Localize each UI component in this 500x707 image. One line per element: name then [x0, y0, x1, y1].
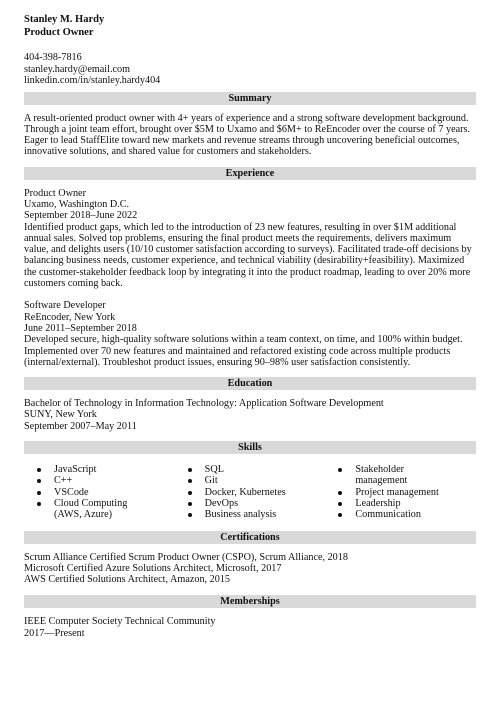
certifications-list [24, 552, 476, 586]
summary-text: A result-oriented product owner with 4+ years of experience and a strong software development background. Through a joint team effort, brought over $5M to Uxamo and $6M+ to ReEncoder over the course of 7 years. Eager to lead StaffElite toward new markets and revenue streams through uncovering beneficial outcomes, innovative solutions, and shared value for customers and stakeholders. [24, 112, 471, 158]
job-description: Identified product gaps, which led to the introduction of 23 new features, resulting in over $1M additional annual sales. Solved top problems, ensuring the final product meets the requirements, delivers maximum value, and delights users (10/10 customer satisfaction according to surveys). Facilitated trade-off decisions by balancing business needs, customer experience, and technical viability (desirability+feasibility). Maximized the customer-stakeholder feedback loop by integrating it into the product roadmap, leading to over 20% more customers coming back. [24, 221, 472, 290]
job-role: Software Developer [24, 300, 106, 312]
skills-column-2 [175, 464, 326, 520]
phone-text: 404-398-7816 [24, 52, 82, 63]
skills-column-1 [24, 464, 175, 520]
certification-item: Scrum Alliance Certified Scrum Product Owner (CSPO), Scrum Alliance, 2018 [24, 551, 348, 563]
skill-item: Communication [325, 509, 476, 520]
skill-item: Stakeholder management [325, 464, 476, 487]
linkedin-text: linkedin.com/in/stanley.hardy404 [24, 75, 161, 86]
job-dates: September 2018–June 2022 [24, 210, 138, 222]
skill-item: DevOps [175, 498, 326, 509]
school-text: SUNY, New York [24, 409, 97, 421]
degree-text: Bachelor of Technology in Information Technology: Application Software Development [24, 398, 384, 410]
candidate-role: Product Owner [24, 26, 94, 38]
skills-column-3 [325, 464, 476, 520]
skill-item: Docker, Kubernetes [175, 487, 326, 498]
skill-item: VSCode [24, 487, 175, 498]
job-dates: June 2011–September 2018 [24, 322, 137, 334]
skill-item: Cloud Computing (AWS, Azure) [24, 498, 175, 521]
skill-item: Git [175, 475, 326, 486]
skill-item: Business analysis [175, 509, 326, 520]
job-role: Product Owner [24, 187, 86, 199]
job-description: Developed secure, high-quality software solutions within a team context, on time, and 100% within budget. Implemented over 70 new features and maintained and refactored existing code across multiple products (internal/external). Troubleshot product issues, ensuring 90–98% user satisfaction consistently. [24, 334, 463, 368]
membership-org: IEEE Computer Society Technical Community [24, 616, 216, 628]
education-entry [24, 398, 476, 432]
skills-heading: Skills [24, 441, 476, 454]
skill-item: SQL [175, 464, 326, 475]
candidate-name: Stanley M. Hardy [24, 14, 105, 25]
membership-dates: 2017—Present [24, 627, 85, 639]
certification-item: AWS Certified Solutions Architect, Amazon, 2015 [24, 574, 231, 586]
job-company: Uxamo, Washington D.C. [24, 198, 130, 210]
skill-item: Leadership [325, 498, 476, 509]
education-heading: Education [24, 377, 476, 390]
job-entry [24, 188, 476, 290]
certifications-heading: Certifications [24, 531, 476, 544]
job-company: ReEncoder, New York [24, 311, 116, 323]
contact-block [24, 52, 476, 87]
memberships-heading: Memberships [24, 595, 476, 608]
skills-grid [24, 464, 476, 520]
skill-item: Project management [325, 487, 476, 498]
experience-heading: Experience [24, 167, 476, 180]
job-entry [24, 300, 476, 368]
skill-item: C++ [24, 475, 175, 486]
membership-entry [24, 616, 476, 639]
email-text: stanley.hardy@email.com [24, 63, 131, 75]
education-dates: September 2007–May 2011 [24, 420, 137, 432]
skill-item: JavaScript [24, 464, 175, 475]
certification-item: Microsoft Certified Azure Solutions Architect, Microsoft, 2017 [24, 562, 282, 574]
summary-heading: Summary [24, 92, 476, 105]
